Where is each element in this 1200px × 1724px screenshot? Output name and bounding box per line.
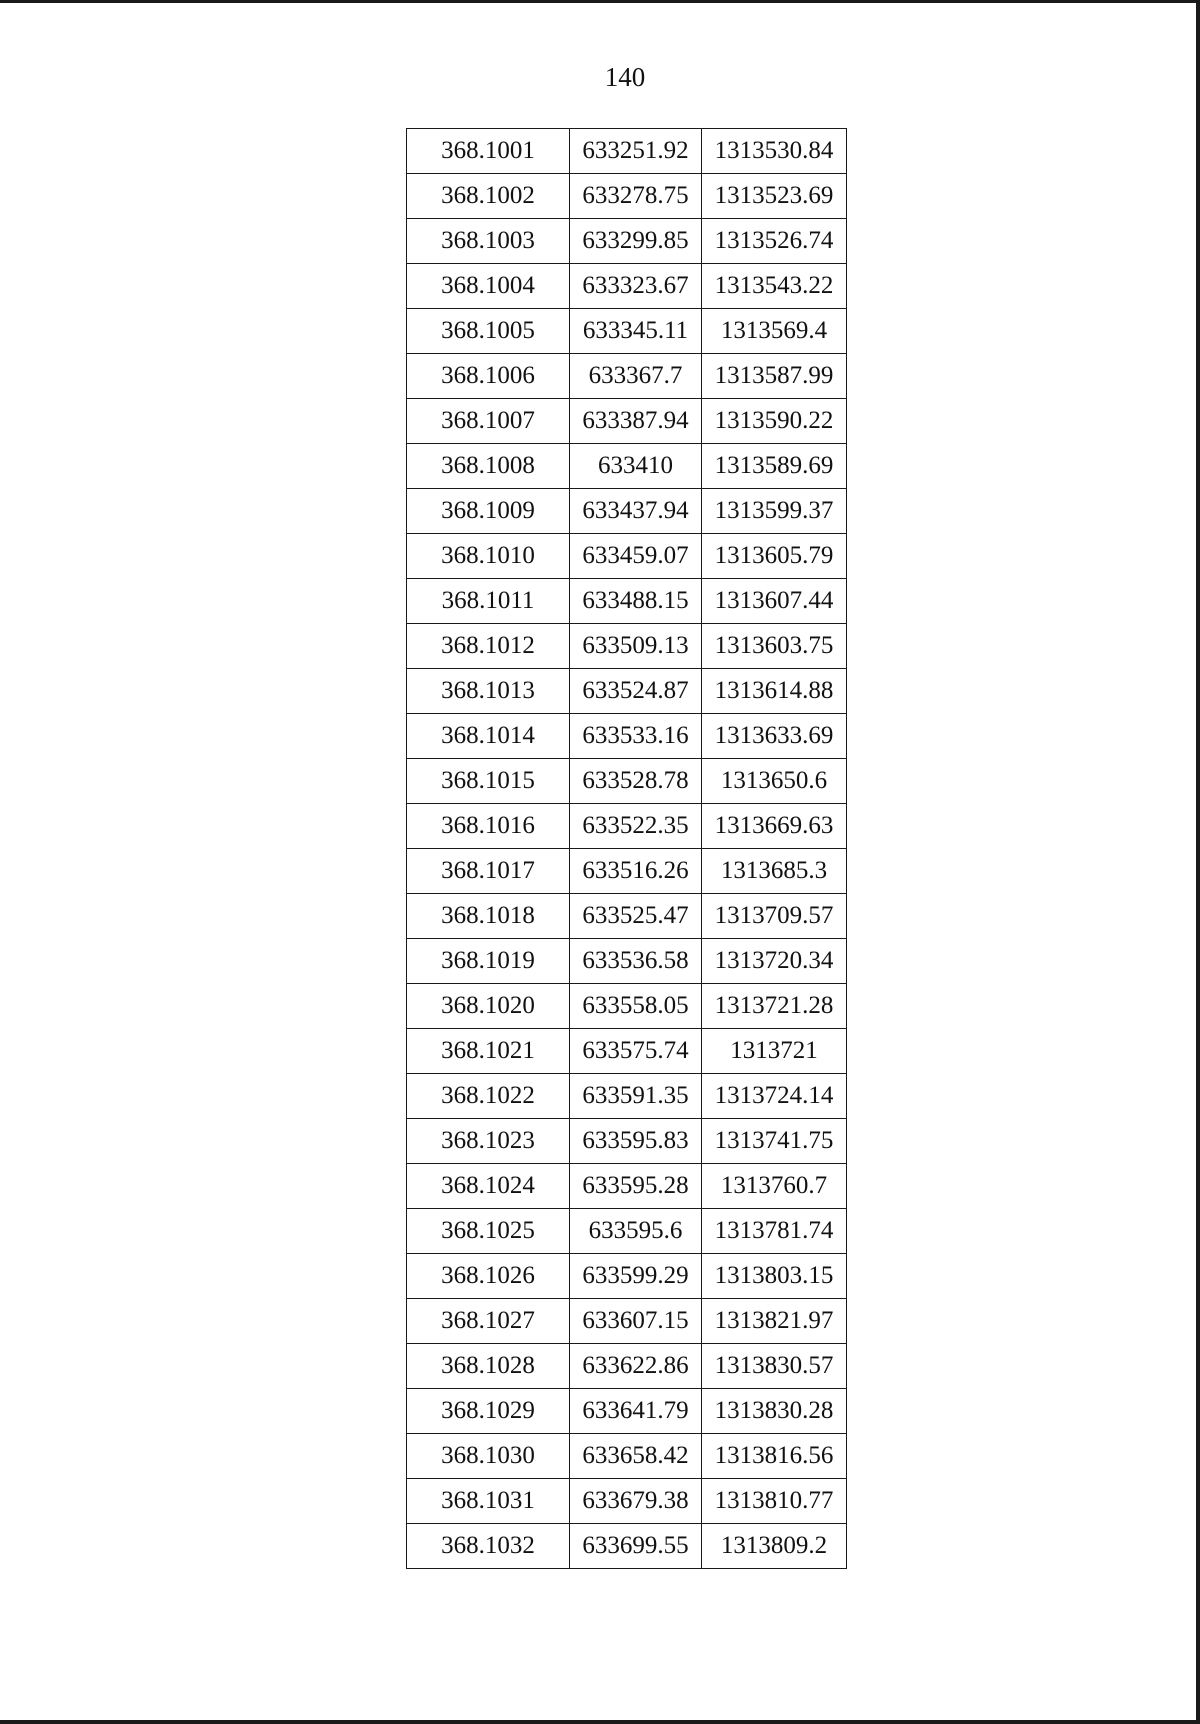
table-row (407, 174, 847, 219)
northing-cell: 1313523.69 (702, 174, 847, 219)
point-id-cell: 368.1019 (407, 939, 570, 984)
point-id-cell: 368.1009 (407, 489, 570, 534)
point-id-cell: 368.1013 (407, 669, 570, 714)
table-row (407, 1254, 847, 1299)
easting-cell: 633699.55 (570, 1524, 702, 1569)
easting-cell: 633251.92 (570, 129, 702, 174)
point-id-cell: 368.1029 (407, 1389, 570, 1434)
northing-cell: 1313781.74 (702, 1209, 847, 1254)
easting-cell: 633622.86 (570, 1344, 702, 1389)
northing-cell: 1313603.75 (702, 624, 847, 669)
point-id-cell: 368.1011 (407, 579, 570, 624)
easting-cell: 633509.13 (570, 624, 702, 669)
table-row (407, 1209, 847, 1254)
northing-cell: 1313650.6 (702, 759, 847, 804)
easting-cell: 633522.35 (570, 804, 702, 849)
point-id-cell: 368.1018 (407, 894, 570, 939)
northing-cell: 1313724.14 (702, 1074, 847, 1119)
point-id-cell: 368.1027 (407, 1299, 570, 1344)
easting-cell: 633679.38 (570, 1479, 702, 1524)
easting-cell: 633459.07 (570, 534, 702, 579)
table-row (407, 1299, 847, 1344)
easting-cell: 633599.29 (570, 1254, 702, 1299)
northing-cell: 1313803.15 (702, 1254, 847, 1299)
point-id-cell: 368.1004 (407, 264, 570, 309)
easting-cell: 633607.15 (570, 1299, 702, 1344)
table-row (407, 1389, 847, 1434)
point-id-cell: 368.1026 (407, 1254, 570, 1299)
easting-cell: 633536.58 (570, 939, 702, 984)
table-row (407, 354, 847, 399)
northing-cell: 1313589.69 (702, 444, 847, 489)
table-row (407, 804, 847, 849)
point-id-cell: 368.1032 (407, 1524, 570, 1569)
easting-cell: 633595.6 (570, 1209, 702, 1254)
easting-cell: 633558.05 (570, 984, 702, 1029)
point-id-cell: 368.1031 (407, 1479, 570, 1524)
northing-cell: 1313669.63 (702, 804, 847, 849)
table-row (407, 714, 847, 759)
table-row (407, 219, 847, 264)
northing-cell: 1313530.84 (702, 129, 847, 174)
northing-cell: 1313810.77 (702, 1479, 847, 1524)
coordinate-table-body (407, 129, 847, 1569)
easting-cell: 633488.15 (570, 579, 702, 624)
point-id-cell: 368.1010 (407, 534, 570, 579)
table-row (407, 444, 847, 489)
northing-cell: 1313614.88 (702, 669, 847, 714)
northing-cell: 1313685.3 (702, 849, 847, 894)
easting-cell: 633367.7 (570, 354, 702, 399)
easting-cell: 633528.78 (570, 759, 702, 804)
table-row (407, 1119, 847, 1164)
table-row (407, 669, 847, 714)
northing-cell: 1313809.2 (702, 1524, 847, 1569)
easting-cell: 633345.11 (570, 309, 702, 354)
point-id-cell: 368.1014 (407, 714, 570, 759)
northing-cell: 1313590.22 (702, 399, 847, 444)
easting-cell: 633595.28 (570, 1164, 702, 1209)
table-row (407, 1029, 847, 1074)
northing-cell: 1313599.37 (702, 489, 847, 534)
easting-cell: 633525.47 (570, 894, 702, 939)
table-row (407, 309, 847, 354)
easting-cell: 633641.79 (570, 1389, 702, 1434)
northing-cell: 1313830.28 (702, 1389, 847, 1434)
easting-cell: 633299.85 (570, 219, 702, 264)
northing-cell: 1313741.75 (702, 1119, 847, 1164)
point-id-cell: 368.1021 (407, 1029, 570, 1074)
easting-cell: 633591.35 (570, 1074, 702, 1119)
table-row (407, 1479, 847, 1524)
table-row (407, 939, 847, 984)
northing-cell: 1313816.56 (702, 1434, 847, 1479)
northing-cell: 1313569.4 (702, 309, 847, 354)
table-row (407, 264, 847, 309)
easting-cell: 633323.67 (570, 264, 702, 309)
point-id-cell: 368.1028 (407, 1344, 570, 1389)
table-row (407, 1344, 847, 1389)
point-id-cell: 368.1020 (407, 984, 570, 1029)
point-id-cell: 368.1007 (407, 399, 570, 444)
table-row (407, 489, 847, 534)
northing-cell: 1313721.28 (702, 984, 847, 1029)
northing-cell: 1313709.57 (702, 894, 847, 939)
table-row (407, 129, 847, 174)
easting-cell: 633658.42 (570, 1434, 702, 1479)
easting-cell: 633533.16 (570, 714, 702, 759)
table-row (407, 1524, 847, 1569)
point-id-cell: 368.1005 (407, 309, 570, 354)
point-id-cell: 368.1023 (407, 1119, 570, 1164)
point-id-cell: 368.1006 (407, 354, 570, 399)
point-id-cell: 368.1001 (407, 129, 570, 174)
easting-cell: 633524.87 (570, 669, 702, 714)
point-id-cell: 368.1003 (407, 219, 570, 264)
point-id-cell: 368.1024 (407, 1164, 570, 1209)
northing-cell: 1313821.97 (702, 1299, 847, 1344)
point-id-cell: 368.1012 (407, 624, 570, 669)
table-row (407, 1074, 847, 1119)
table-row (407, 1434, 847, 1479)
northing-cell: 1313633.69 (702, 714, 847, 759)
northing-cell: 1313607.44 (702, 579, 847, 624)
northing-cell: 1313720.34 (702, 939, 847, 984)
point-id-cell: 368.1015 (407, 759, 570, 804)
northing-cell: 1313605.79 (702, 534, 847, 579)
point-id-cell: 368.1022 (407, 1074, 570, 1119)
page-number: 140 (604, 62, 646, 92)
easting-cell: 633278.75 (570, 174, 702, 219)
northing-cell: 1313587.99 (702, 354, 847, 399)
northing-cell: 1313721 (702, 1029, 847, 1074)
point-id-cell: 368.1025 (407, 1209, 570, 1254)
point-id-cell: 368.1002 (407, 174, 570, 219)
easting-cell: 633410 (570, 444, 702, 489)
table-row (407, 759, 847, 804)
table-row (407, 984, 847, 1029)
coordinate-table (406, 128, 847, 1569)
table-row (407, 579, 847, 624)
table-row (407, 534, 847, 579)
northing-cell: 1313760.7 (702, 1164, 847, 1209)
table-row (407, 399, 847, 444)
table-row (407, 849, 847, 894)
easting-cell: 633595.83 (570, 1119, 702, 1164)
northing-cell: 1313543.22 (702, 264, 847, 309)
northing-cell: 1313526.74 (702, 219, 847, 264)
easting-cell: 633387.94 (570, 399, 702, 444)
point-id-cell: 368.1030 (407, 1434, 570, 1479)
table-row (407, 894, 847, 939)
easting-cell: 633516.26 (570, 849, 702, 894)
point-id-cell: 368.1017 (407, 849, 570, 894)
northing-cell: 1313830.57 (702, 1344, 847, 1389)
table-row (407, 624, 847, 669)
easting-cell: 633437.94 (570, 489, 702, 534)
easting-cell: 633575.74 (570, 1029, 702, 1074)
table-row (407, 1164, 847, 1209)
point-id-cell: 368.1016 (407, 804, 570, 849)
point-id-cell: 368.1008 (407, 444, 570, 489)
